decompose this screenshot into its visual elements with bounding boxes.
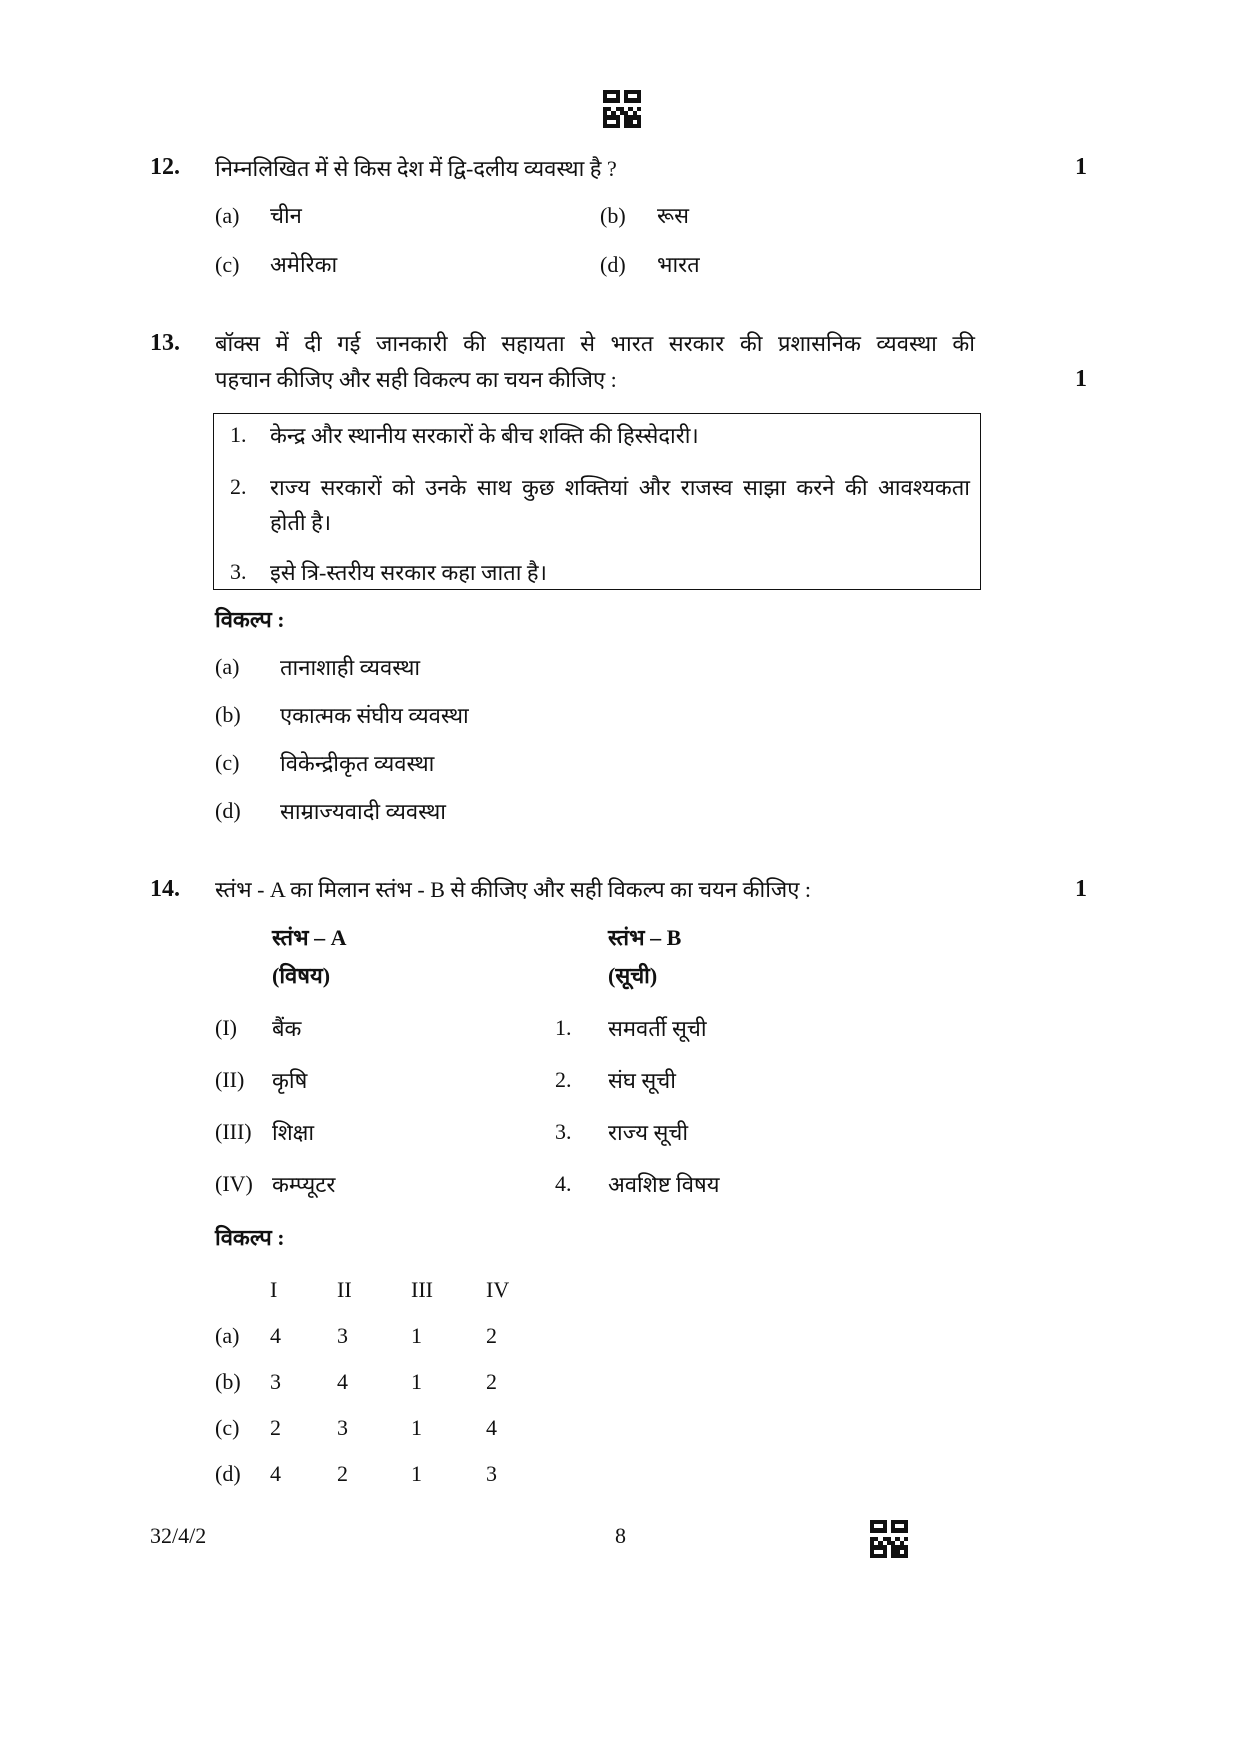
option-text: भारत (657, 252, 700, 277)
col-b-text: राज्य सूची (608, 1120, 689, 1145)
table-header: IV (486, 1277, 510, 1302)
table-cell: 2 (486, 1369, 497, 1394)
box-item-text: राज्य सरकारों को उनके साथ कुछ शक्तियां और राजस्व साझा करने की आवश्यकता (270, 475, 970, 500)
qr-code-icon (870, 1520, 908, 1558)
box-item-number: 2. (230, 474, 247, 499)
question-text: बॉक्स में दी गई जानकारी की सहायता से भारत सरकार की प्रशासनिक व्यवस्था की (215, 331, 975, 356)
col-b-label: 3. (555, 1119, 572, 1144)
table-cell: 2 (486, 1323, 497, 1348)
question-text: स्तंभ - A का मिलान स्तंभ - B से कीजिए और सही विकल्प का चयन कीजिए : (215, 877, 811, 902)
col-a-text: कम्प्यूटर (272, 1172, 336, 1197)
table-cell: 2 (270, 1415, 281, 1440)
options-heading: विकल्प : (215, 1225, 285, 1250)
table-row-label: (c) (215, 1415, 240, 1440)
option-text: रूस (657, 203, 689, 228)
col-b-text: अवशिष्ट विषय (608, 1172, 720, 1197)
marks: 1 (1075, 154, 1087, 180)
col-b-text: समवर्ती सूची (608, 1016, 707, 1041)
question-text: निम्नलिखित में से किस देश में द्वि-दलीय व्यवस्था है ? (215, 156, 617, 181)
option-label: (c) (215, 750, 240, 775)
col-a-text: कृषि (272, 1068, 308, 1093)
question-text-line2: पहचान कीजिए और सही विकल्प का चयन कीजिए : (215, 367, 617, 392)
col-a-text: शिक्षा (272, 1120, 315, 1145)
question-number: 13. (150, 330, 180, 356)
option-text: अमेरिका (270, 252, 338, 277)
option-label: (c) (215, 252, 240, 277)
option-label: (a) (215, 654, 240, 679)
table-cell: 4 (486, 1415, 497, 1440)
option-label: (d) (215, 798, 241, 823)
column-b-subtitle: (सूची) (608, 963, 658, 988)
col-a-label: (IV) (215, 1171, 253, 1196)
option-label: (a) (215, 203, 240, 228)
col-a-text: बैंक (272, 1016, 302, 1041)
col-b-label: 1. (555, 1015, 572, 1040)
column-a-subtitle: (विषय) (272, 963, 331, 988)
table-cell: 3 (337, 1323, 348, 1348)
col-a-label: (III) (215, 1119, 252, 1144)
table-header: II (337, 1277, 352, 1302)
table-cell: 1 (411, 1461, 422, 1486)
table-row-label: (a) (215, 1323, 240, 1348)
box-item-text: इसे त्रि-स्तरीय सरकार कहा जाता है। (270, 560, 547, 585)
col-b-label: 2. (555, 1067, 572, 1092)
table-cell: 4 (270, 1323, 281, 1348)
page-number: 8 (615, 1523, 626, 1548)
col-a-label: (I) (215, 1015, 237, 1040)
table-cell: 2 (337, 1461, 348, 1486)
table-cell: 1 (411, 1323, 422, 1348)
table-cell: 1 (411, 1415, 422, 1440)
option-label: (b) (215, 702, 241, 727)
table-cell: 1 (411, 1369, 422, 1394)
table-cell: 4 (270, 1461, 281, 1486)
option-label: (b) (600, 203, 626, 228)
question-number: 12. (150, 154, 180, 180)
col-a-label: (II) (215, 1067, 245, 1092)
options-heading: विकल्प : (215, 607, 285, 632)
box-item-number: 3. (230, 559, 247, 584)
paper-code: 32/4/2 (150, 1523, 207, 1548)
table-header: III (411, 1277, 433, 1302)
table-cell: 3 (486, 1461, 497, 1486)
table-cell: 4 (337, 1369, 348, 1394)
question-number: 14. (150, 876, 180, 902)
table-cell: 3 (270, 1369, 281, 1394)
marks: 1 (1075, 876, 1087, 902)
option-text: चीन (270, 203, 302, 228)
col-b-label: 4. (555, 1171, 572, 1196)
option-text: विकेन्द्रीकृत व्यवस्था (280, 751, 435, 776)
qr-code-icon (603, 90, 641, 128)
table-row-label: (b) (215, 1369, 241, 1394)
column-a-title: स्तंभ – A (272, 925, 347, 950)
option-text: साम्राज्यवादी व्यवस्था (280, 799, 446, 824)
table-row-label: (d) (215, 1461, 241, 1486)
option-label: (d) (600, 252, 626, 277)
column-b-title: स्तंभ – B (608, 925, 682, 950)
box-item-text: केन्द्र और स्थानीय सरकारों के बीच शक्ति की हिस्सेदारी। (270, 423, 699, 448)
table-header: I (270, 1277, 278, 1302)
box-item-text-cont: होती है। (270, 510, 332, 535)
table-cell: 3 (337, 1415, 348, 1440)
marks: 1 (1075, 366, 1087, 392)
option-text: तानाशाही व्यवस्था (280, 655, 421, 680)
box-item-number: 1. (230, 422, 247, 447)
option-text: एकात्मक संघीय व्यवस्था (280, 703, 469, 728)
col-b-text: संघ सूची (608, 1068, 676, 1093)
